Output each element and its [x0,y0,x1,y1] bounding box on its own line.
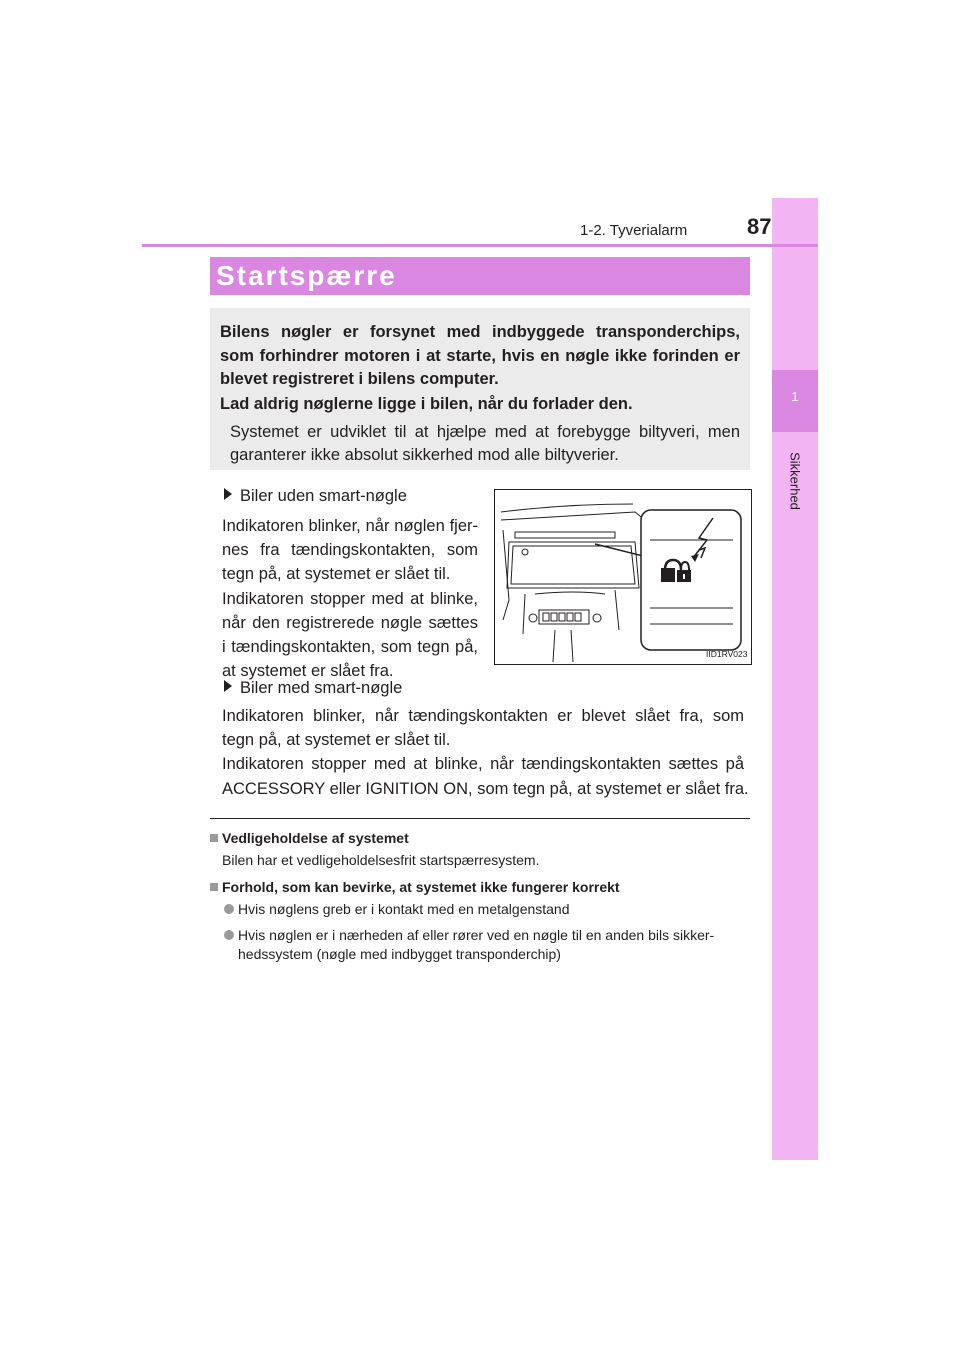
paragraph-line: Indikatoren blinker, når nøglen fjer- [222,517,478,535]
paragraph-line: nes fra tændingskontakten, som [222,541,478,560]
paragraph-line: ACCESSORY eller IGNITION ON, som tegn på, at systemet er slået fra. [222,779,749,798]
intro-warning-line: Lad aldrig nøglerne ligge i bilen, når du forlader den. [220,395,633,413]
bullet-text: Hvis nøglens greb er i kontakt med en metalgenstand [238,901,570,917]
page-title: Startspærre [216,260,397,291]
note-heading-text: Vedligeholdelse af systemet [222,830,409,846]
triangle-bullet-icon [224,488,232,500]
intro-bold-line: Bilens nøgler er forsynet med indbyggede transponderchips, [220,323,740,341]
note-heading-conditions [210,879,620,895]
intro-bold-line: blevet registreret i bilens computer. [220,370,499,388]
chapter-label [773,436,817,526]
notes-divider [210,818,750,819]
paragraph-line: Indikatoren stopper med at blinke, når tændingskontakten sættes på [222,755,744,774]
note-heading-text: Forhold, som kan bevirke, at systemet ikke fungerer korrekt [222,879,620,895]
square-bullet-icon [210,883,218,891]
paragraph-line: Indikatoren blinker, når tændingskontakten er blevet slået fra, som [222,707,744,725]
intro-bold-line: som forhindrer motoren i at starte, hvis en nøgle ikke forinden er [220,347,740,365]
paragraph-with-smart-key [222,704,749,801]
bullet-text: Hvis nøglen er i nærheden af eller rører ved en nøgle til en anden bils sikker- [238,927,715,943]
note-heading-maintenance [210,830,409,846]
paragraph-line: Indikatoren stopper med at blinke, [222,589,478,608]
header-rule [142,244,818,247]
dashboard-illustration [494,489,752,665]
paragraph-line: i tændingskontakten, som tegn på, [222,638,478,657]
triangle-bullet-icon [224,680,232,692]
subheading-text: Biler uden smart-nøgle [240,487,407,505]
paragraph-line: tegn på, at systemet er slået til. [222,731,451,750]
bullet-text-continued: hedssystem (nøgle med indbygget transponderchip) [238,946,561,962]
illustration-code: IID1RV023 [706,649,748,659]
paragraph-line: når den registrerede nøgle sættes [222,613,478,632]
subheading-with-smart-key [224,677,402,699]
paragraph-line: at systemet er slået fra. [222,662,394,681]
note-text: Bilen har et vedligeholdelsesfrit startspærresystem. [222,852,540,868]
circle-bullet-icon [224,930,234,940]
circle-bullet-icon [224,904,234,914]
intro-normal-line: Systemet er udviklet til at hjælpe med at forebygge biltyveri, men [230,423,740,441]
title-band [210,257,750,295]
chapter-label-text: Sikkerhed [787,452,803,510]
square-bullet-icon [210,834,218,842]
chapter-number: 1 [791,389,799,404]
side-tab [772,198,818,1160]
section-reference: 1-2. Tyverialarm [580,222,688,239]
intro-normal-line: garanterer ikke absolut sikkerhed mod alle biltyverier. [230,446,619,464]
subheading-without-smart-key [224,485,407,507]
subheading-text: Biler med smart-nøgle [240,679,403,697]
page-number: 87 [747,214,772,239]
paragraph-line: tegn på, at systemet er slået til. [222,565,451,584]
dashboard-drawing [495,490,751,664]
paragraph-without-smart-key [222,514,478,683]
